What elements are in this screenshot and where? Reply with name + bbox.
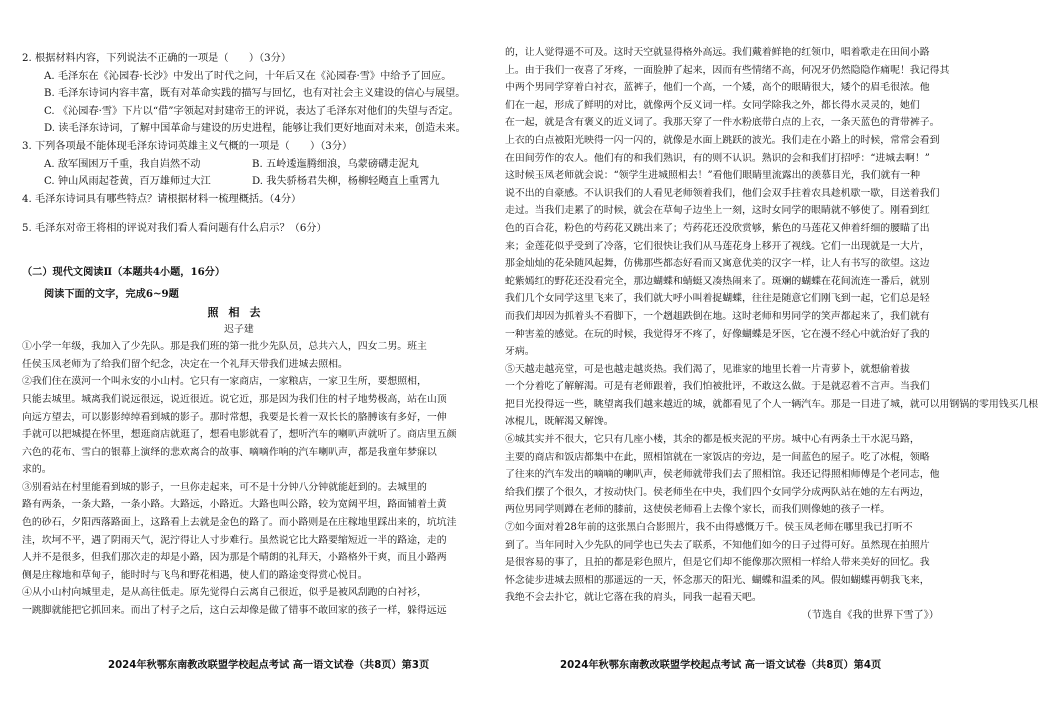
article-line: 那金灿灿的花朵随风起舞，仿佛那些都态好看而又寓意优美的汉字一样，让人有书写的欲望。这边 <box>505 258 930 270</box>
article-line: 我们几个女同学这里飞来了，我们就大呼小叫着捉蝴蝶，往往是随意它们刚飞到一起，它们总是轻 <box>505 293 930 305</box>
question-3-stem: 3. 下列各项最不能体现毛泽东诗词英雄主义气概的一项是（ ）（3分） <box>22 140 353 152</box>
article-line: 中两个男同学穿着白衬衣，蓝裤子，他们一个高，一个矮，高个的眼睛很大，矮个的眉毛很浓。他 <box>505 82 930 94</box>
right-article-body <box>505 44 1038 607</box>
article-line: 我绝不会去扑它，就让它落在我的肩头，同我一起看天吧。 <box>505 592 762 604</box>
article-line: 来；金莲花似乎受到了冷落，它们很快让我们从马莲花身上移开了视线。它们一出现就是一大片， <box>505 240 930 252</box>
article-line: 在一起，就是含有褒义的近义词了。我那天穿了一件水粉底带白点的上衣，一条天蓝色的背带裤子。 <box>505 117 940 129</box>
article-line: ⑤天越走越亮堂，可是也越走越炎热。我们渴了，见谁家的地里长着一片青萝卜，就想偷着拔 <box>505 363 910 375</box>
article-line: 的，让人觉得遥不可及。这时天空就显得格外高远。我们戴着鲜艳的红领巾，唱着歌走在田间小路 <box>505 47 930 58</box>
article-line: ②我们住在漠河一个叫永安的小山村。它只有一家商店，一家粮店，一家卫生所，要想照相， <box>22 376 427 388</box>
article-line: ⑦如今面对着28年前的这张黑白合影照片，我不由得感慨万千。侯玉凤老师在哪里我已打听不 <box>505 522 913 534</box>
article-line: 只能去城里。城离我们说远很远，说近很近。说它近，那是因为我们住的村子地势极高，站在山顶 <box>22 393 447 405</box>
article-line: 六色的花布、雪白的银幕上演绎的悲欢离合的故事、嘀嘀作响的汽车喇叭声，都是我童年梦寐以 <box>22 446 437 458</box>
article-line: 而我们却因为抓着头不看脚下，一个趔趄跌倒在地。这时老师和男同学的笑声都起来了，我们就有 <box>505 310 930 322</box>
article-line: ③别看站在村里能看到城的影子，一旦你走起来，可不是十分钟八分钟就能赶到的。去城里的 <box>22 481 427 493</box>
article-source: （节选自《我的世界下雪了》） <box>801 610 939 621</box>
right-column <box>505 44 1038 625</box>
article-line: 主要的商店和饭店都集中在此，照相馆就在一家饭店的旁边，是一间蓝色的屋子。吃了冰棍，领略 <box>505 451 930 463</box>
question-2-option-c: C. 《沁园春·雪》下片以“借”字领起对封建帝王的评说，表达了毛泽东对他们的失望与否定。 <box>44 105 459 117</box>
left-column <box>22 50 466 620</box>
article-line: ④从小山村向城里走，是从高往低走。原先觉得白云离自己很近，似乎是被风刮跑的白衬衫， <box>22 587 427 599</box>
article-line: 牙病。 <box>505 346 535 358</box>
question-2-option-a: A. 毛泽东在《沁园春·长沙》中发出了时代之问，十年后又在《沁园春·雪》中给予了回应。 <box>44 70 452 82</box>
article-line: ⑥城其实并不很大，它只有几座小楼，其余的都是板夹泥的平房。城中心有两条土干水泥马路， <box>505 434 920 446</box>
question-2-stem: 2. 根据材料内容，下列说法不正确的一项是（ ）（3分） <box>22 53 292 64</box>
article-line: 一跳脚就能把它抓回来。而出了村子之后，这白云却像是做了错事不敢回家的孩子一样，躲得远远 <box>22 605 447 617</box>
article-line: 求的。 <box>22 464 52 476</box>
article-line: 色的砂石，夕阳西落路面上，这路看上去就是金色的路了。而小路则是在庄稼地里踩出来的，坑坑洼 <box>22 517 457 529</box>
article-line: 侧是庄稼地和草甸子，能时时与飞鸟和野花相遇，使人们的路途变得赏心悦目。 <box>22 569 368 581</box>
article-line: 怀念徒步进城去照相的那遥远的一天，怀念那天的阳光、蝴蝶和温柔的风。假如蝴蝶再朝我飞来， <box>505 574 930 586</box>
article-line: 向远方望去，可以影影绰绰看到城的影子。那时常想，我要是长着一双长长的胳膊该有多好，一伸 <box>22 411 447 423</box>
article-line: 任侯玉凤老师为了给我们留个纪念，决定在一个礼拜天带我们进城去照相。 <box>22 358 348 370</box>
article-title: 照相去 <box>207 306 271 320</box>
question-3-row-1 <box>22 156 456 174</box>
article-line: 人并不是很多，但我们那次走的却是小路，因为那是个晴朗的礼拜天，小路格外干爽，而且小路两 <box>22 552 447 564</box>
article-line: 洼，坎坷不平，遇了阴雨天气，泥泞得让人寸步难行。虽然说它比大路要缩短近一半的路途，走的 <box>22 534 447 546</box>
article-line: 一个分着吃了解解渴。可是有老师跟着，我们怕被批评，不敢这么做。于是就忍着不言声。当我们 <box>505 381 930 393</box>
article-line: 这时候玉凤老师就会说：“领学生进城照相去！”看他们眼睛里流露出的羡慕目光，我们就有一种 <box>505 170 920 182</box>
question-3-option-b: B. 五岭逶迤腾细浪，乌蒙磅礴走泥丸 <box>252 158 419 170</box>
question-4: 4. 毛泽东诗词具有哪些特点？请根据材料一梳理概括。（4分） <box>22 193 302 205</box>
article-line: 了往来的汽车发出的嘀嘀的喇叭声，侯老师就带我们去了照相馆。我还记得照相师傅是个老同志，他 <box>505 469 940 481</box>
article-line: 到了。当年同时入少先队的同学也已失去了联系，不知他们如今的日子过得可好。虽然现在拍照片 <box>505 539 930 551</box>
article-author: 迟子建 <box>224 324 254 336</box>
question-3-option-a: A. 敌军围困万千重，我自岿然不动 <box>44 158 201 170</box>
article-line: 给我们摆了个很久，才按动快门。侯老师坐在中央，我们四个女同学分成两队站在她的左右两边， <box>505 486 930 498</box>
question-5: 5. 毛泽东对帝王将相的评说对我们看人看问题有什么启示？（6分） <box>22 223 327 235</box>
article-line: 说不出的自豪感。不认识我们的人看见老师领着我们，他们会双手拄着农具趁机歇一歇，目送着我们 <box>505 187 940 199</box>
question-3-option-d: D. 我失骄杨君失柳，杨柳轻飏直上重霄九 <box>252 176 440 188</box>
left-article-body <box>22 338 456 620</box>
question-3-option-c: C. 钟山风雨起苍黄，百万雄师过大江 <box>44 176 211 188</box>
article-line: 上。由于我们一夜喜了牙疼，一面脸肿了起来，因而有些情绪不高，何况牙仍然隐隐作痛呢！我记得其 <box>505 64 950 76</box>
page-footer-left: 2024年秋鄂东南教改联盟学校起点考试 高一语文试卷（共8页）第3页 <box>108 660 430 671</box>
section-heading: （二）现代文阅读Ⅱ（本题共4小题，16分） <box>22 265 226 278</box>
reading-instruction: 阅读下面的文字，完成6~9题 <box>44 287 179 300</box>
article-line: 走过。当我们走累了的时候，就会在草甸子边坐上一刻，这时女同学的眼睛就不够使了。刚看到红 <box>505 205 930 217</box>
article-line: ①小学一年级，我加入了少先队。那是我们班的第一批少先队员，总共六人，四女二男。班主 <box>22 341 427 353</box>
article-line: 一种害羞的感觉。在玩的时候，我觉得牙不疼了，好像蝴蝶是牙医，它在漫不经心中就治好了我的 <box>505 328 930 340</box>
article-line: 是很容易的事了，且拍的都是彩色照片，但是它们却不能像那次照相一样给人带来美好的回忆。我 <box>505 557 930 569</box>
article-line: 蛇紫嫣红的野花还没看完全，那边蝴蝶和蜻蜓又凑热闹来了。斑斓的蝴蝶在花间流连一番后，就别 <box>505 275 930 287</box>
article-line: 手就可以把城提在怀里，想逛商店就逛了，想看电影就看了，想听汽车的喇叭声就听了。商店里五颜 <box>22 429 457 441</box>
question-3-row-2 <box>22 173 456 191</box>
article-line: 在田间劳作的农人。他们有的和我们熟识，有的则不认识。熟识的会和我们打招呼：“进城去啊！” <box>505 152 930 164</box>
article-line: 们在一起，形成了鲜明的对比，就像两个反义词一样。女同学除我之外，都长得水灵灵的，她们 <box>505 99 920 111</box>
article-line: 两位男同学则蹲在老师的膝前，这使侯老师看上去像个家长，而我们则像她的孩子一样。 <box>505 504 891 516</box>
question-2-option-b: B. 毛泽东诗词内容丰富，既有对革命实践的描写与回忆，也有对社会主义建设的信心与展望。 <box>44 88 466 100</box>
article-line: 上衣的白点被阳光映得一闪一闪的，就像是水面上跳跃的波光。我们走在小路上的时候，常常会看到 <box>505 134 940 146</box>
article-line: 路有两条，一条大路，一条小路。大路远，小路近。大路也叫公路，较为宽阔平坦，路面铺着土黄 <box>22 499 447 511</box>
question-2-option-d: D. 读毛泽东诗词，了解中国革命与建设的历史进程，能够让我们更好地面对未来，创造未来。 <box>44 123 466 135</box>
article-line: 把目光投得远一些，眺望离我们越来越近的城，就都看见了个人一辆汽车。那是一目进了城，就可以用钢锅的零用钱买几根 <box>505 398 1038 410</box>
article-line: 冰棍儿，既解渴又解馋。 <box>505 416 614 428</box>
article-line: 色的百合花，粉色的芍药花又跳出来了；芍药花还没欣赏够，紫色的马莲花又伸着纤细的腰瞄了出 <box>505 222 930 234</box>
page-footer-right: 2024年秋鄂东南教改联盟学校起点考试 高一语文试卷（共8页）第4页 <box>560 660 882 671</box>
